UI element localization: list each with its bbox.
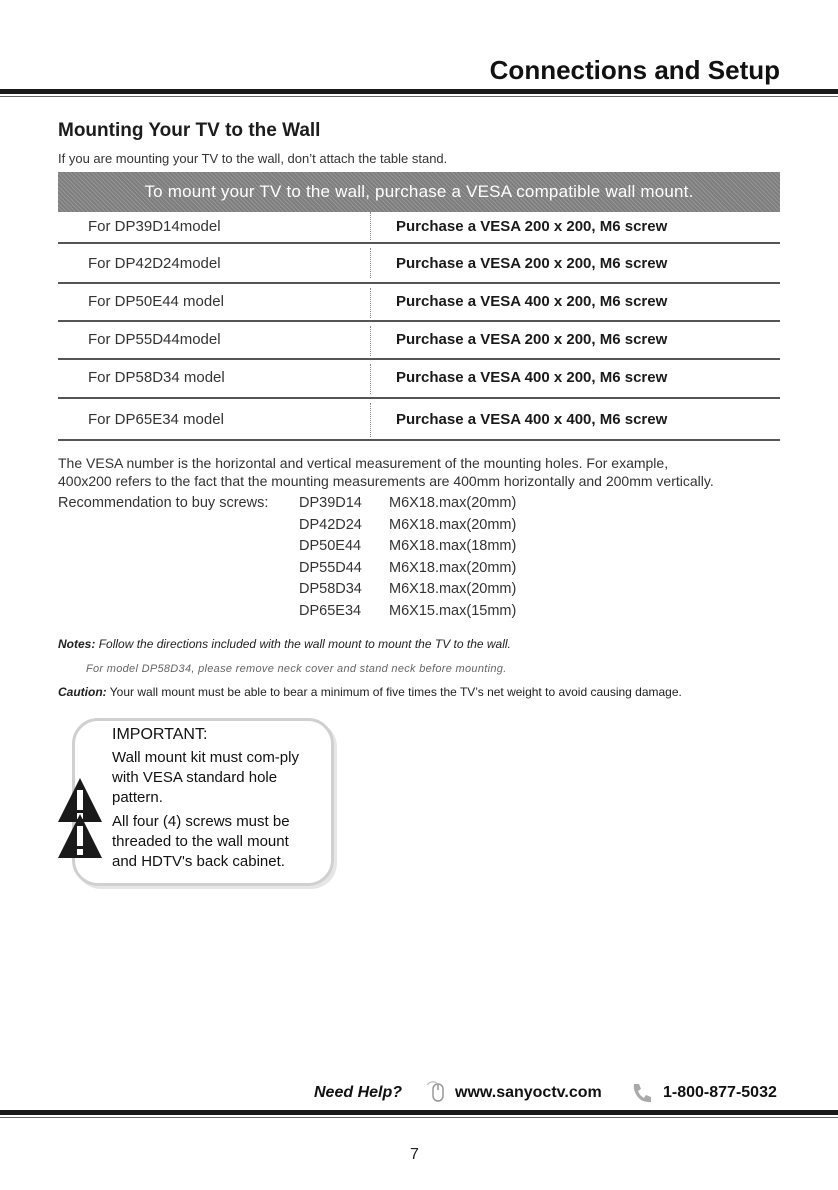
column-divider	[370, 364, 371, 394]
screw-model: DP42D24	[299, 516, 362, 533]
intro-text: If you are mounting your TV to the wall, don’t attach the table stand.	[58, 151, 448, 166]
table-row	[58, 244, 780, 284]
screw-model: DP39D14	[299, 495, 362, 511]
vesa-banner	[58, 172, 780, 212]
model-cell: For DP42D24model	[88, 255, 221, 272]
footer-rule	[0, 1110, 838, 1115]
screw-model: DP58D34	[299, 581, 362, 597]
footer-rule-thin	[0, 1117, 838, 1118]
page-number: 7	[410, 1146, 419, 1163]
table-row	[58, 360, 780, 399]
phone-icon	[628, 1079, 656, 1107]
table-row	[58, 284, 780, 322]
important-title: IMPORTANT:	[112, 726, 208, 743]
notes	[58, 637, 511, 651]
notes-label: Notes:	[58, 637, 96, 651]
column-divider	[370, 288, 371, 318]
important-item: All four (4) screws must be threaded to the wall mount and HDTV's back cabinet.	[112, 813, 290, 870]
vesa-banner-text: To mount your TV to the wall, purchase a VESA compatible wall mount.	[144, 182, 694, 201]
notes-sub: For model DP58D34, please remove neck cover and stand neck before mounting.	[86, 663, 507, 675]
warning-icon	[56, 812, 104, 860]
mouse-icon	[423, 1079, 451, 1107]
screw-recommendation-label: Recommendation to buy screws:	[58, 495, 269, 511]
list-item	[299, 517, 559, 539]
list-item	[299, 538, 559, 560]
column-divider	[370, 212, 371, 240]
model-cell: For DP50E44 model	[88, 293, 224, 310]
spec-cell: Purchase a VESA 400 x 200, M6 screw	[396, 369, 668, 386]
column-divider	[370, 403, 371, 437]
screw-spec: M6X15.max(15mm)	[389, 602, 517, 619]
spec-cell: Purchase a VESA 200 x 200, M6 screw	[396, 218, 668, 235]
screw-model: DP65E34	[299, 602, 362, 619]
model-cell: For DP55D44model	[88, 331, 221, 348]
vesa-explanation	[58, 454, 788, 490]
table-row	[58, 212, 780, 244]
page-title: Connections and Setup	[489, 55, 780, 85]
screw-model: DP50E44	[299, 538, 362, 554]
list-item	[299, 603, 559, 625]
list-item	[299, 581, 559, 603]
spec-cell: Purchase a VESA 200 x 200, M6 screw	[396, 331, 668, 348]
model-cell: For DP58D34 model	[88, 369, 225, 386]
header-rule	[0, 89, 838, 94]
screw-spec: M6X18.max(20mm)	[389, 516, 517, 533]
need-help-label: Need Help?	[314, 1084, 403, 1101]
screw-spec: M6X18.max(20mm)	[389, 581, 517, 597]
spec-cell: Purchase a VESA 400 x 200, M6 screw	[396, 293, 668, 310]
support-phone: 1-800-877-5032	[663, 1084, 777, 1101]
column-divider	[370, 326, 371, 356]
table-row	[58, 399, 780, 441]
explanation-line: The VESA number is the horizontal and vertical measurement of the mounting holes. For example,	[58, 455, 669, 471]
notes-text: Follow the directions included with the wall mount to mount the TV to the wall.	[98, 637, 511, 651]
list-item	[299, 560, 559, 582]
section-title: Mounting Your TV to the Wall	[58, 120, 321, 141]
screw-spec: M6X18.max(20mm)	[389, 495, 517, 511]
screw-list	[299, 495, 559, 624]
caution-label: Caution:	[58, 685, 107, 699]
website-link[interactable]: www.sanyoctv.com	[455, 1084, 602, 1101]
caution-text: Your wall mount must be able to bear a minimum of five times the TV’s net weight to avoid causing damage.	[109, 685, 682, 699]
screw-spec: M6X18.max(20mm)	[389, 559, 517, 576]
spec-cell: Purchase a VESA 400 x 400, M6 screw	[396, 411, 668, 428]
model-cell: For DP39D14model	[88, 218, 221, 235]
caution	[58, 685, 682, 699]
important-item: Wall mount kit must com-ply with VESA standard hole pattern.	[112, 749, 299, 806]
header-rule-thin	[0, 96, 838, 97]
model-cell: For DP65E34 model	[88, 411, 224, 428]
screw-spec: M6X18.max(18mm)	[389, 538, 517, 554]
table-row	[58, 322, 780, 360]
vesa-table	[58, 212, 780, 441]
screw-model: DP55D44	[299, 559, 362, 576]
list-item	[299, 495, 559, 517]
explanation-line: 400x200 refers to the fact that the mounting measurements are 400mm horizontally and 200mm vertically.	[58, 473, 714, 489]
spec-cell: Purchase a VESA 200 x 200, M6 screw	[396, 255, 668, 272]
column-divider	[370, 248, 371, 278]
